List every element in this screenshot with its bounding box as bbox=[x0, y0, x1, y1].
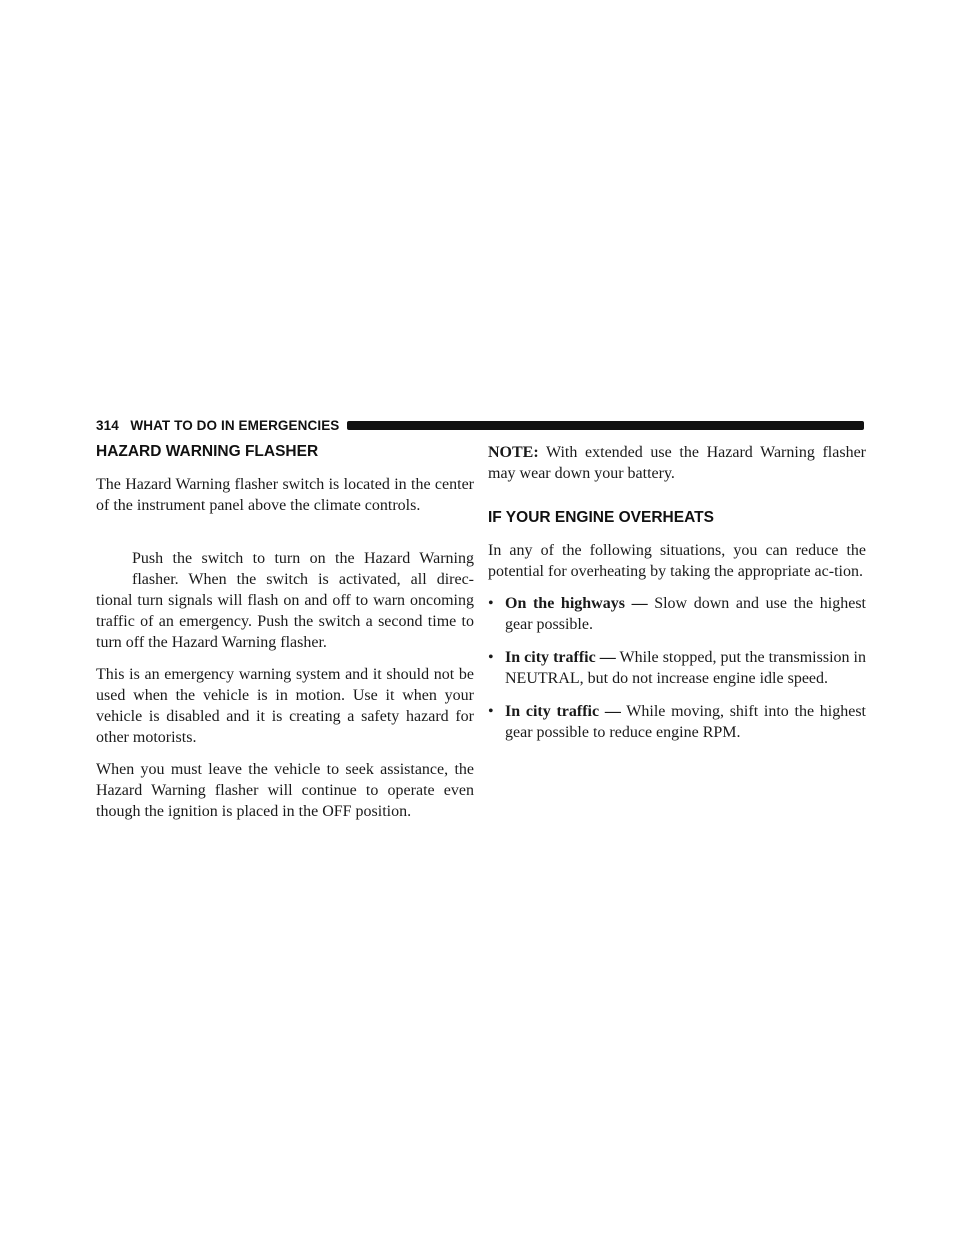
list-item bbox=[488, 701, 866, 743]
overheat-intro-paragraph: In any of the following situations, you can reduce the potential for overheating by taking the appropriate ac-tion. bbox=[488, 542, 866, 580]
hazard-line-2: flasher. When the switch is activated, all direc- bbox=[132, 571, 474, 588]
note-label: NOTE: bbox=[488, 444, 539, 461]
heading-engine-overheats: IF YOUR ENGINE OVERHEATS bbox=[488, 509, 714, 526]
section-title: WHAT TO DO IN EMERGENCIES bbox=[130, 417, 340, 433]
page-header bbox=[96, 417, 864, 433]
list-item-text: While moving, shift into the highest gear possible to reduce engine RPM. bbox=[505, 703, 867, 741]
bullet-glyph: • bbox=[488, 703, 494, 720]
note-text: With extended use the Hazard Warning flasher may wear down your battery. bbox=[488, 444, 866, 482]
header-rule bbox=[347, 421, 864, 430]
list-item-label: In city traffic — bbox=[505, 703, 621, 720]
hazard-line-4: traffic of an emergency. Push the switch a second time to bbox=[96, 613, 474, 630]
list-item bbox=[488, 647, 866, 689]
heading-hazard-warning-flasher: HAZARD WARNING FLASHER bbox=[96, 443, 319, 460]
right-column bbox=[488, 442, 866, 743]
list-item-text: Slow down and use the highest gear possible. bbox=[505, 595, 866, 633]
leave-vehicle-paragraph: When you must leave the vehicle to seek assistance, the Hazard Warning flasher will continue to operate even though the ignition is placed in the OFF position. bbox=[96, 761, 474, 820]
hazard-line-3: tional turn signals will flash on and off to warn oncoming bbox=[96, 592, 474, 609]
hazard-location-paragraph: The Hazard Warning flasher switch is located in the center of the instrument panel above the climate controls. bbox=[96, 476, 474, 514]
page-number: 314 bbox=[96, 417, 119, 433]
list-item-text: While stopped, put the transmission in NEUTRAL, but do not increase engine idle speed. bbox=[505, 649, 867, 687]
hazard-line-1: Push the switch to turn on the Hazard Warning bbox=[132, 550, 474, 567]
page-header-text bbox=[96, 418, 347, 433]
emergency-system-paragraph: This is an emergency warning system and it should not be used when the vehicle is in motion. Use it when your vehicle is disabled and it is creating a safety hazard for other motorists. bbox=[96, 666, 474, 746]
overheat-list bbox=[488, 593, 866, 743]
left-column bbox=[96, 442, 474, 822]
list-item-label: On the highways — bbox=[505, 595, 648, 612]
battery-note bbox=[488, 442, 866, 484]
list-item bbox=[488, 593, 866, 635]
list-item-label: In city traffic — bbox=[505, 649, 616, 666]
hazard-switch-paragraph bbox=[96, 548, 474, 653]
hazard-line-5: turn off the Hazard Warning flasher. bbox=[96, 634, 327, 651]
bullet-glyph: • bbox=[488, 649, 494, 666]
bullet-glyph: • bbox=[488, 595, 494, 612]
hazard-switch-icon-area bbox=[96, 548, 126, 590]
